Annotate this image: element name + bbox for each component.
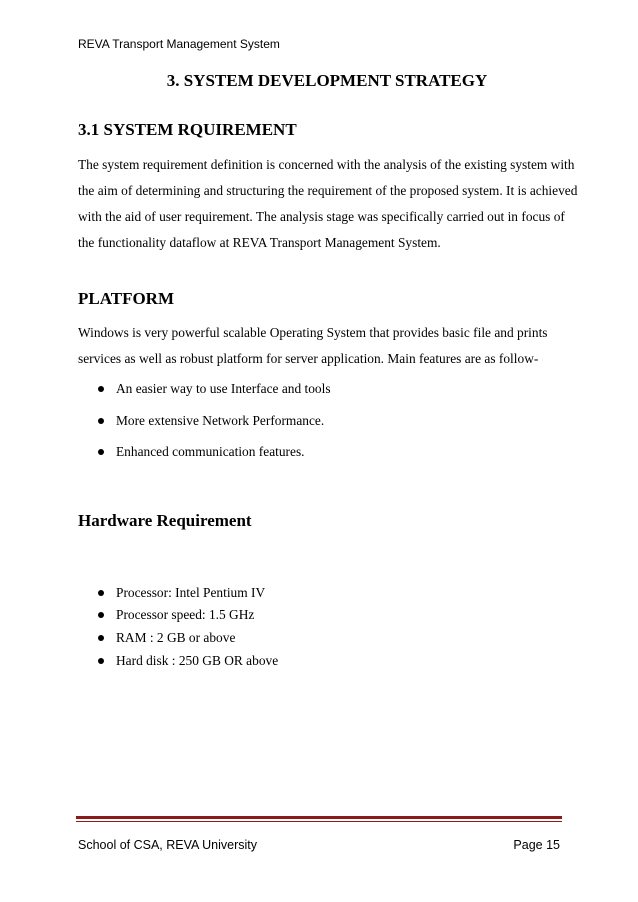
list-item-text: RAM : 2 GB or above [116,630,236,645]
paragraph-line: with the aid of user requirement. The analysis stage was specifically carried out in focus of [78,209,565,224]
footer-institution: School of CSA, REVA University [78,838,258,852]
list-item-text: Hard disk : 250 GB OR above [116,653,279,668]
chapter-title: 3. SYSTEM DEVELOPMENT STRATEGY [166,71,488,90]
paragraph-line: the aim of determining and structuring the requirement of the proposed system. It is achieved [78,183,578,198]
platform-paragraph [78,320,568,372]
section-heading-platform: PLATFORM [78,289,175,308]
footer-rule [76,816,562,819]
footer-rule-thin [76,821,562,822]
bullet-icon [98,449,104,455]
bullet-icon [98,590,104,596]
bullet-icon [98,418,104,424]
bullet-icon [98,635,104,641]
bullet-icon [98,612,104,618]
list-item-text: An easier way to use Interface and tools [116,381,331,396]
paragraph-line: the functionality dataflow at REVA Transport Management System. [78,235,441,250]
paragraph-line: services as well as robust platform for server application. Main features are as follow- [78,351,539,366]
list-item-text: Processor speed: 1.5 GHz [116,607,255,622]
page-number: Page 15 [513,838,560,852]
list-item-text: Enhanced communication features. [116,444,305,459]
bullet-icon [98,658,104,664]
bullet-icon [98,386,104,392]
paragraph-line: The system requirement definition is concerned with the analysis of the existing system with [78,157,575,172]
running-header: REVA Transport Management System [78,37,280,51]
section-heading-system-requirement: 3.1 SYSTEM RQUIREMENT [78,120,297,139]
list-item-text: Processor: Intel Pentium IV [116,585,266,600]
section-heading-hardware: Hardware Requirement [78,511,252,530]
paragraph-line: Windows is very powerful scalable Operating System that provides basic file and prints [78,325,548,340]
list-item-text: More extensive Network Performance. [116,413,325,428]
system-requirement-paragraph [78,152,578,256]
